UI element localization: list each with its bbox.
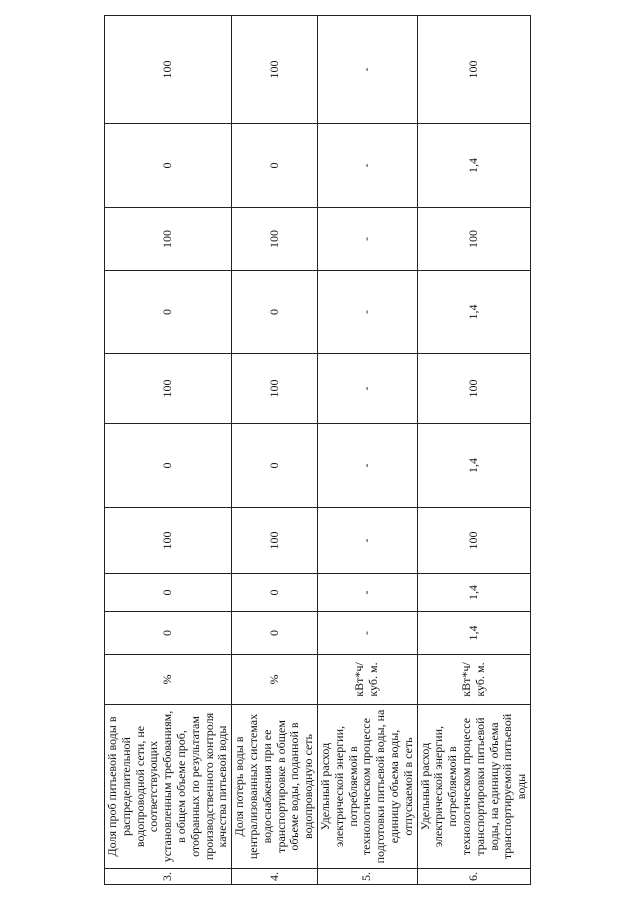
value-cell: 0 (232, 424, 318, 508)
value-cell: 0 (232, 574, 318, 612)
value-cell: 100 (232, 508, 318, 574)
unit-cell: кВт*ч/ куб. м. (317, 655, 417, 705)
value-cell: 100 (232, 208, 318, 271)
value-cell: 1,4 (417, 574, 530, 612)
row-number: 6. (417, 869, 530, 885)
value-cell: - (317, 424, 417, 508)
value-cell: 0 (232, 271, 318, 354)
indicators-table (104, 15, 531, 885)
value-cell: 0 (232, 124, 318, 208)
value-cell: 0 (232, 612, 318, 655)
value-cell: 100 (105, 208, 232, 271)
value-cell: - (317, 612, 417, 655)
value-cell: 100 (105, 354, 232, 424)
table-row (105, 16, 232, 885)
value-cell: 0 (105, 424, 232, 508)
value-cell: 1,4 (417, 124, 530, 208)
table-row (232, 16, 318, 885)
table-landscape-frame (104, 16, 529, 885)
unit-cell: кВт*ч/ куб. м. (417, 655, 530, 705)
row-number: 3. (105, 869, 232, 885)
value-cell: 100 (417, 208, 530, 271)
value-cell: 0 (105, 124, 232, 208)
value-cell: 1,4 (417, 424, 530, 508)
table-row (417, 16, 530, 885)
value-cell: - (317, 271, 417, 354)
value-cell: 100 (417, 354, 530, 424)
value-cell: - (317, 16, 417, 124)
value-cell: 100 (417, 508, 530, 574)
rotated-table-area (104, 16, 529, 885)
indicator-name: Доля проб питьевой воды в распределительной водопроводной сети, не соответствующих установленным требованиям, в общем объеме проб, отобранных по результатам производственного контроля качества питьевой воды (105, 705, 232, 869)
row-number: 5. (317, 869, 417, 885)
value-cell: 100 (105, 508, 232, 574)
unit-cell: % (105, 655, 232, 705)
value-cell: 0 (105, 612, 232, 655)
value-cell: - (317, 574, 417, 612)
value-cell: - (317, 208, 417, 271)
value-cell: 100 (232, 16, 318, 124)
indicator-name: Удельный расход электрической энергии, потребляемой в технологическом процессе транспортировки питьевой воды, на единицу объема транспортируемой питьевой воды (417, 705, 530, 869)
value-cell: 1,4 (417, 612, 530, 655)
value-cell: - (317, 508, 417, 574)
value-cell: 1,4 (417, 271, 530, 354)
value-cell: - (317, 354, 417, 424)
value-cell: 100 (105, 16, 232, 124)
value-cell: 100 (417, 16, 530, 124)
value-cell: 0 (105, 574, 232, 612)
value-cell: - (317, 124, 417, 208)
indicator-name: Удельный расход электрической энергии, потребляемой в технологическом процессе подготовки питьевой воды, на единицу объема воды, отпускаемой в сеть (317, 705, 417, 869)
value-cell: 100 (232, 354, 318, 424)
value-cell: 0 (105, 271, 232, 354)
row-number: 4. (232, 869, 318, 885)
indicator-name: Доля потерь воды в централизованных системах водоснабжения при ее транспортировке в общем объеме воды, поданной в водопроводную сеть (232, 705, 318, 869)
unit-cell: % (232, 655, 318, 705)
table-row (317, 16, 417, 885)
